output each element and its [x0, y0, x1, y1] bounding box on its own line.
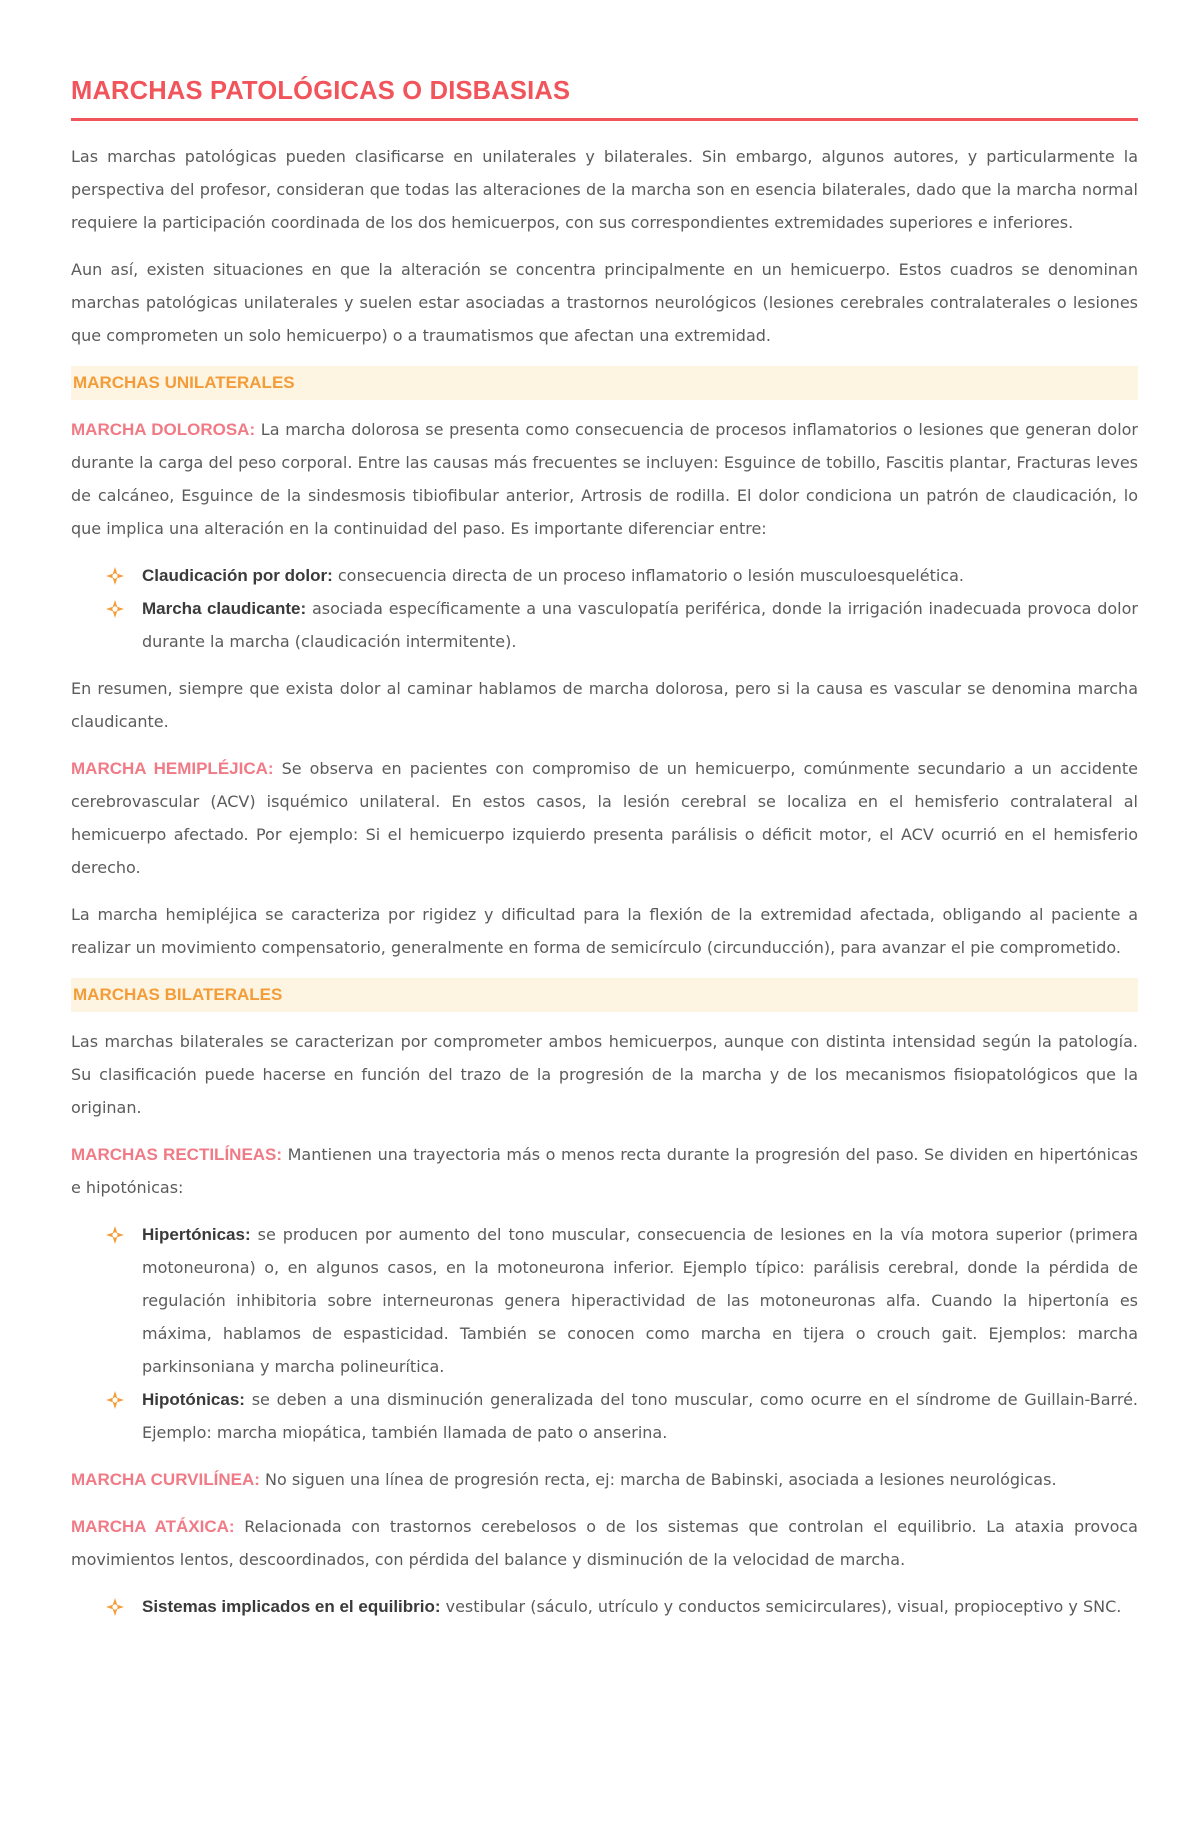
text-marcha-ataxica: Relacionada con trastornos cerebelosos o de los sistemas que controlan el equilibrio. La ataxia provoca movimientos lentos, descoordinados, con pérdida del balance y disminución de la velocidad de marcha. [71, 1517, 1138, 1569]
sparkle-bullet-icon [105, 1597, 125, 1617]
text-marcha-curvilinea: No siguen una línea de progresión recta, ej: marcha de Babinski, asociada a lesiones neurológicas. [259, 1470, 1057, 1489]
term-marcha-ataxica: MARCHA ATÁXICA: [71, 1517, 235, 1536]
sparkle-bullet-icon [105, 1390, 125, 1410]
title-underline [71, 118, 1138, 121]
section-heading-bilaterales: MARCHAS BILATERALES [71, 978, 1138, 1012]
bullet-text: vestibular (sáculo, utrículo y conductos semicirculares), visual, propioceptivo y SNC. [440, 1597, 1122, 1616]
bullet-text: se producen por aumento del tono muscular, consecuencia de lesiones en la vía motora superior (primera motoneurona) o, en algunos casos, en la motoneurona inferior. Ejemplo típico: parálisis cerebral, donde la pérdida de regulación inhibitoria sobre interneuronas genera hiperactividad de las motoneuronas alfa. Cuando la hipertonía es máxima, hablamos de espasticidad. También se conocen como marcha en tijera o crouch gait. Ejemplos: marcha parkinsoniana y marcha polineurítica. [142, 1225, 1138, 1376]
list-item [142, 559, 1138, 592]
intro-paragraph-2: Aun así, existen situaciones en que la alteración se concentra principalmente en un hemicuerpo. Estos cuadros se denominan marchas patológicas unilaterales y suelen estar asociadas a trastornos neurológicos (lesiones cerebrales contralaterales o lesiones que comprometen un solo hemicuerpo) o a traumatismos que afectan una extremidad. [71, 260, 1138, 345]
paragraph-hemiplejica-detail: La marcha hemipléjica se caracteriza por rigidez y dificultad para la flexión de la extremidad afectada, obligando al paciente a realizar un movimiento compensatorio, generalmente en forma de semicírculo (circunducción), para avanzar el pie comprometido. [71, 905, 1138, 957]
list-item [142, 592, 1138, 658]
intro-paragraph-1: Las marchas patológicas pueden clasificarse en unilaterales y bilaterales. Sin embargo, algunos autores, y particularmente la perspectiva del profesor, consideran que todas las alteraciones de la marcha son en esencia bilaterales, dado que la marcha normal requiere la participación coordinada de los dos hemicuerpos, con sus correspondientes extremidades superiores e inferiores. [71, 147, 1138, 232]
sparkle-bullet-icon [105, 566, 125, 586]
paragraph-bilaterales-intro: Las marchas bilaterales se caracterizan por comprometer ambos hemicuerpos, aunque con distinta intensidad según la patología. Su clasificación puede hacerse en función del trazo de la progresión de la marcha y de los mecanismos fisiopatológicos que la originan. [71, 1032, 1138, 1117]
list-rectilineas [71, 1218, 1138, 1449]
bullet-text: se deben a una disminución generalizada del tono muscular, como ocurre en el síndrome de Guillain-Barré. Ejemplo: marcha miopática, también llamada de pato o anserina. [142, 1390, 1138, 1442]
term-marcha-hemiplejica: MARCHA HEMIPLÉJICA: [71, 759, 274, 778]
text-marchas-rectilineas: Mantienen una trayectoria más o menos recta durante la progresión del paso. Se dividen en hipertónicas e hipotónicas: [71, 1145, 1139, 1197]
list-item [142, 1218, 1138, 1383]
sparkle-bullet-icon [105, 1225, 125, 1245]
bullet-term: Claudicación por dolor: [142, 566, 333, 585]
paragraph-marcha-curvilinea [71, 1463, 1138, 1496]
list-item [142, 1590, 1138, 1623]
bullet-term: Hipertónicas: [142, 1225, 251, 1244]
term-marcha-dolorosa: MARCHA DOLOROSA: [71, 420, 256, 439]
bullet-term: Hipotónicas: [142, 1390, 245, 1409]
bullet-text: asociada específicamente a una vasculopatía periférica, donde la irrigación inadecuada provoca dolor durante la marcha (claudicación intermitente). [142, 599, 1138, 651]
paragraph-marcha-dolorosa [71, 413, 1138, 545]
sparkle-bullet-icon [105, 599, 125, 619]
paragraph-marcha-ataxica [71, 1510, 1138, 1576]
list-ataxica [71, 1590, 1138, 1623]
text-marcha-hemiplejica: Se observa en pacientes con compromiso de un hemicuerpo, comúnmente secundario a un accidente cerebrovascular (ACV) isquémico unilateral. En estos casos, la lesión cerebral se localiza en el hemisferio contralateral al hemicuerpo afectado. Por ejemplo: Si el hemicuerpo izquierdo presenta parálisis o déficit motor, el ACV ocurrió en el hemisferio derecho. [71, 759, 1139, 877]
section-heading-unilaterales: MARCHAS UNILATERALES [71, 366, 1138, 400]
bullet-term: Sistemas implicados en el equilibrio: [142, 1597, 441, 1616]
bullet-term: Marcha claudicante: [142, 599, 307, 618]
term-marchas-rectilineas: MARCHAS RECTILÍNEAS: [71, 1145, 283, 1164]
paragraph-dolorosa-summary: En resumen, siempre que exista dolor al caminar hablamos de marcha dolorosa, pero si la causa es vascular se denomina marcha claudicante. [71, 679, 1138, 731]
text-marcha-dolorosa: La marcha dolorosa se presenta como consecuencia de procesos inflamatorios o lesiones que generan dolor durante la carga del peso corporal. Entre las causas más frecuentes se incluyen: Esguince de tobillo, Fascitis plantar, Fracturas leves de calcáneo, Esguince de la sindesmosis tibiofibular anterior, Artrosis de rodilla. El dolor condiciona un patrón de claudicación, lo que implica una alteración en la continuidad del paso. Es importante diferenciar entre: [71, 420, 1139, 538]
list-item [142, 1383, 1138, 1449]
term-marcha-curvilinea: MARCHA CURVILÍNEA: [71, 1470, 260, 1489]
list-dolorosa [71, 559, 1138, 658]
paragraph-marcha-hemiplejica [71, 752, 1138, 884]
paragraph-marchas-rectilineas [71, 1138, 1138, 1204]
bullet-text: consecuencia directa de un proceso inflamatorio o lesión musculoesquelética. [332, 566, 964, 585]
page-title: MARCHAS PATOLÓGICAS O DISBASIAS [71, 77, 571, 105]
